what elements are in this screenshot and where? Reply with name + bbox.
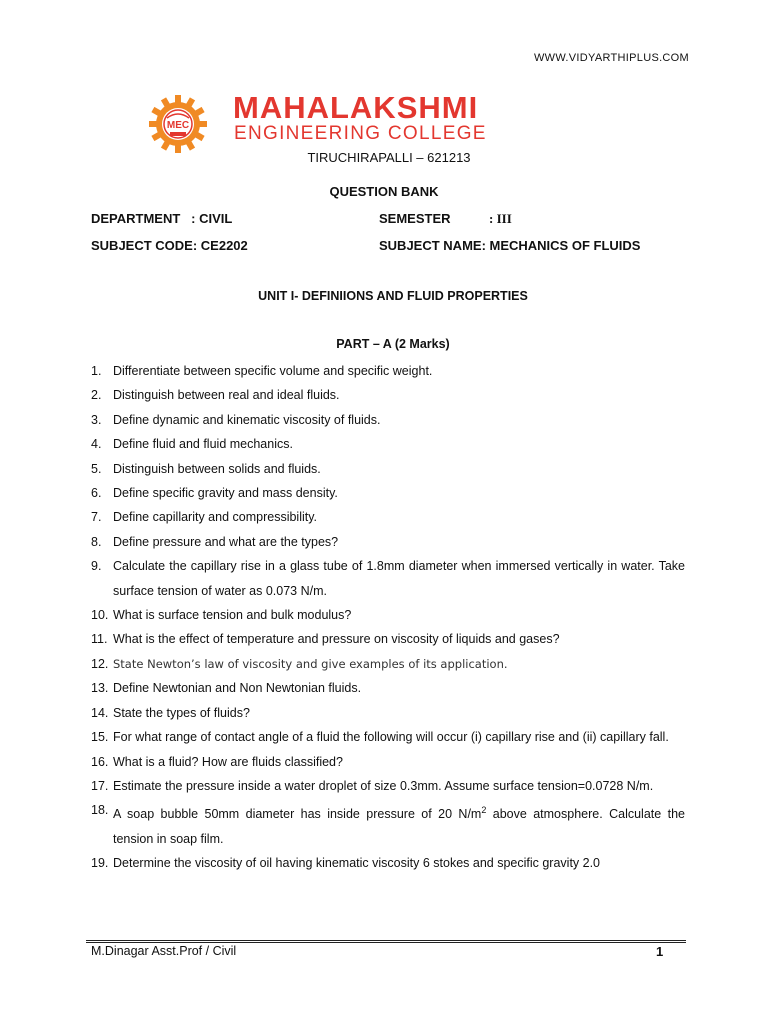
question-number: 7. [91, 510, 102, 525]
question-text: Define pressure and what are the types? [113, 534, 339, 549]
question-text: State Newton’s law of viscosity and give examples of its application. [113, 656, 508, 671]
question-number: 2. [91, 388, 102, 403]
question-number: 15. [91, 730, 109, 745]
question-item [91, 530, 685, 554]
part-title: PART – A (2 Marks) [336, 337, 450, 351]
question-number: 18. [91, 803, 109, 818]
college-emblem-icon [148, 94, 208, 154]
question-number: 14. [91, 705, 109, 720]
college-location: TIRUCHIRAPALLI – 621213 [307, 150, 471, 165]
website-url: WWW.VIDYARTHIPLUS.COM [533, 52, 689, 64]
question-text: Estimate the pressure inside a water droplet of size 0.3mm. Assume surface tension=0.0728 N/m. [113, 778, 654, 793]
question-item [91, 505, 685, 529]
semester-label: SEMESTER [379, 211, 451, 226]
college-subtitle: ENGINEERING COLLEGE [234, 123, 487, 144]
question-item [91, 627, 685, 651]
question-item [91, 408, 685, 432]
question-item [91, 432, 685, 456]
subject-code: SUBJECT CODE: CE2202 [91, 238, 248, 253]
page-number: 1 [656, 944, 664, 959]
subject-name: SUBJECT NAME: MECHANICS OF FLUIDS [379, 238, 641, 253]
question-item [91, 798, 685, 851]
question-number: 19. [91, 856, 109, 871]
question-item [91, 851, 685, 875]
question-text: Calculate the capillary rise in a glass tube of 1.8mm diameter when immersed vertically in water. Take surface tension of water as 0.073 N/m. [113, 559, 685, 598]
question-item [91, 725, 685, 749]
question-item [91, 359, 685, 383]
logo-text: MEC [166, 120, 190, 131]
question-item [91, 603, 685, 627]
question-text: Define capillarity and compressibility. [113, 510, 318, 525]
question-text: For what range of contact angle of a fluid the following will occur (i) capillary rise and (ii) capillary fall. [113, 730, 669, 745]
question-number: 8. [91, 534, 102, 549]
question-text: Define Newtonian and Non Newtonian fluids. [113, 681, 362, 696]
question-number: 4. [91, 437, 102, 452]
question-number: 5. [91, 461, 102, 476]
question-text: Distinguish between real and ideal fluids. [113, 388, 340, 403]
question-number: 16. [91, 754, 109, 769]
footer-divider [86, 940, 686, 943]
question-number: 9. [91, 559, 102, 574]
question-text: State the types of fluids? [113, 705, 250, 720]
question-text: Define specific gravity and mass density. [113, 486, 338, 501]
question-item [91, 383, 685, 407]
footer-author: M.Dinagar Asst.Prof / Civil [91, 944, 237, 958]
semester-value: : III [489, 211, 512, 226]
question-text: Differentiate between specific volume and specific weight. [113, 364, 433, 378]
question-item [91, 750, 685, 774]
question-item [91, 481, 685, 505]
question-number: 13. [91, 681, 109, 696]
question-number: 3. [91, 412, 102, 427]
college-name: MAHALAKSHMI [233, 90, 479, 125]
question-text: What is a fluid? How are fluids classified? [113, 754, 343, 769]
question-number: 10. [91, 608, 109, 623]
question-number: 11. [91, 632, 108, 647]
question-number: 6. [91, 486, 102, 501]
question-text: Define fluid and fluid mechanics. [113, 437, 293, 452]
question-text: Distinguish between solids and fluids. [113, 461, 321, 476]
question-number: 12. [91, 656, 109, 671]
question-item [91, 774, 685, 798]
question-text: Define dynamic and kinematic viscosity of fluids. [113, 412, 381, 427]
question-number: 17. [91, 778, 109, 793]
question-text: Determine the viscosity of oil having kinematic viscosity 6 stokes and specific gravity 2.0 [113, 856, 601, 871]
question-item [91, 701, 685, 725]
question-number: 1. [91, 364, 102, 378]
question-text-pre: A soap bubble 50mm diameter has inside pressure of 20 N/m [113, 807, 482, 822]
document-title: QUESTION BANK [329, 184, 439, 199]
question-list [91, 359, 685, 876]
superscript: 2 [481, 805, 487, 816]
question-item [91, 457, 685, 481]
question-item [91, 652, 685, 676]
question-text: What is the effect of temperature and pressure on viscosity of liquids and gases? [113, 632, 560, 647]
question-text-post: above atmosphere. Calculate the tension in soap film. [113, 807, 685, 846]
question-text [113, 807, 685, 845]
question-text: What is surface tension and bulk modulus? [113, 608, 352, 623]
department-label: DEPARTMENT : CIVIL [91, 211, 233, 226]
unit-title: UNIT I- DEFINIIONS AND FLUID PROPERTIES [258, 289, 528, 303]
question-item [91, 554, 685, 603]
college-logo-block [148, 92, 588, 152]
question-item [91, 676, 685, 700]
